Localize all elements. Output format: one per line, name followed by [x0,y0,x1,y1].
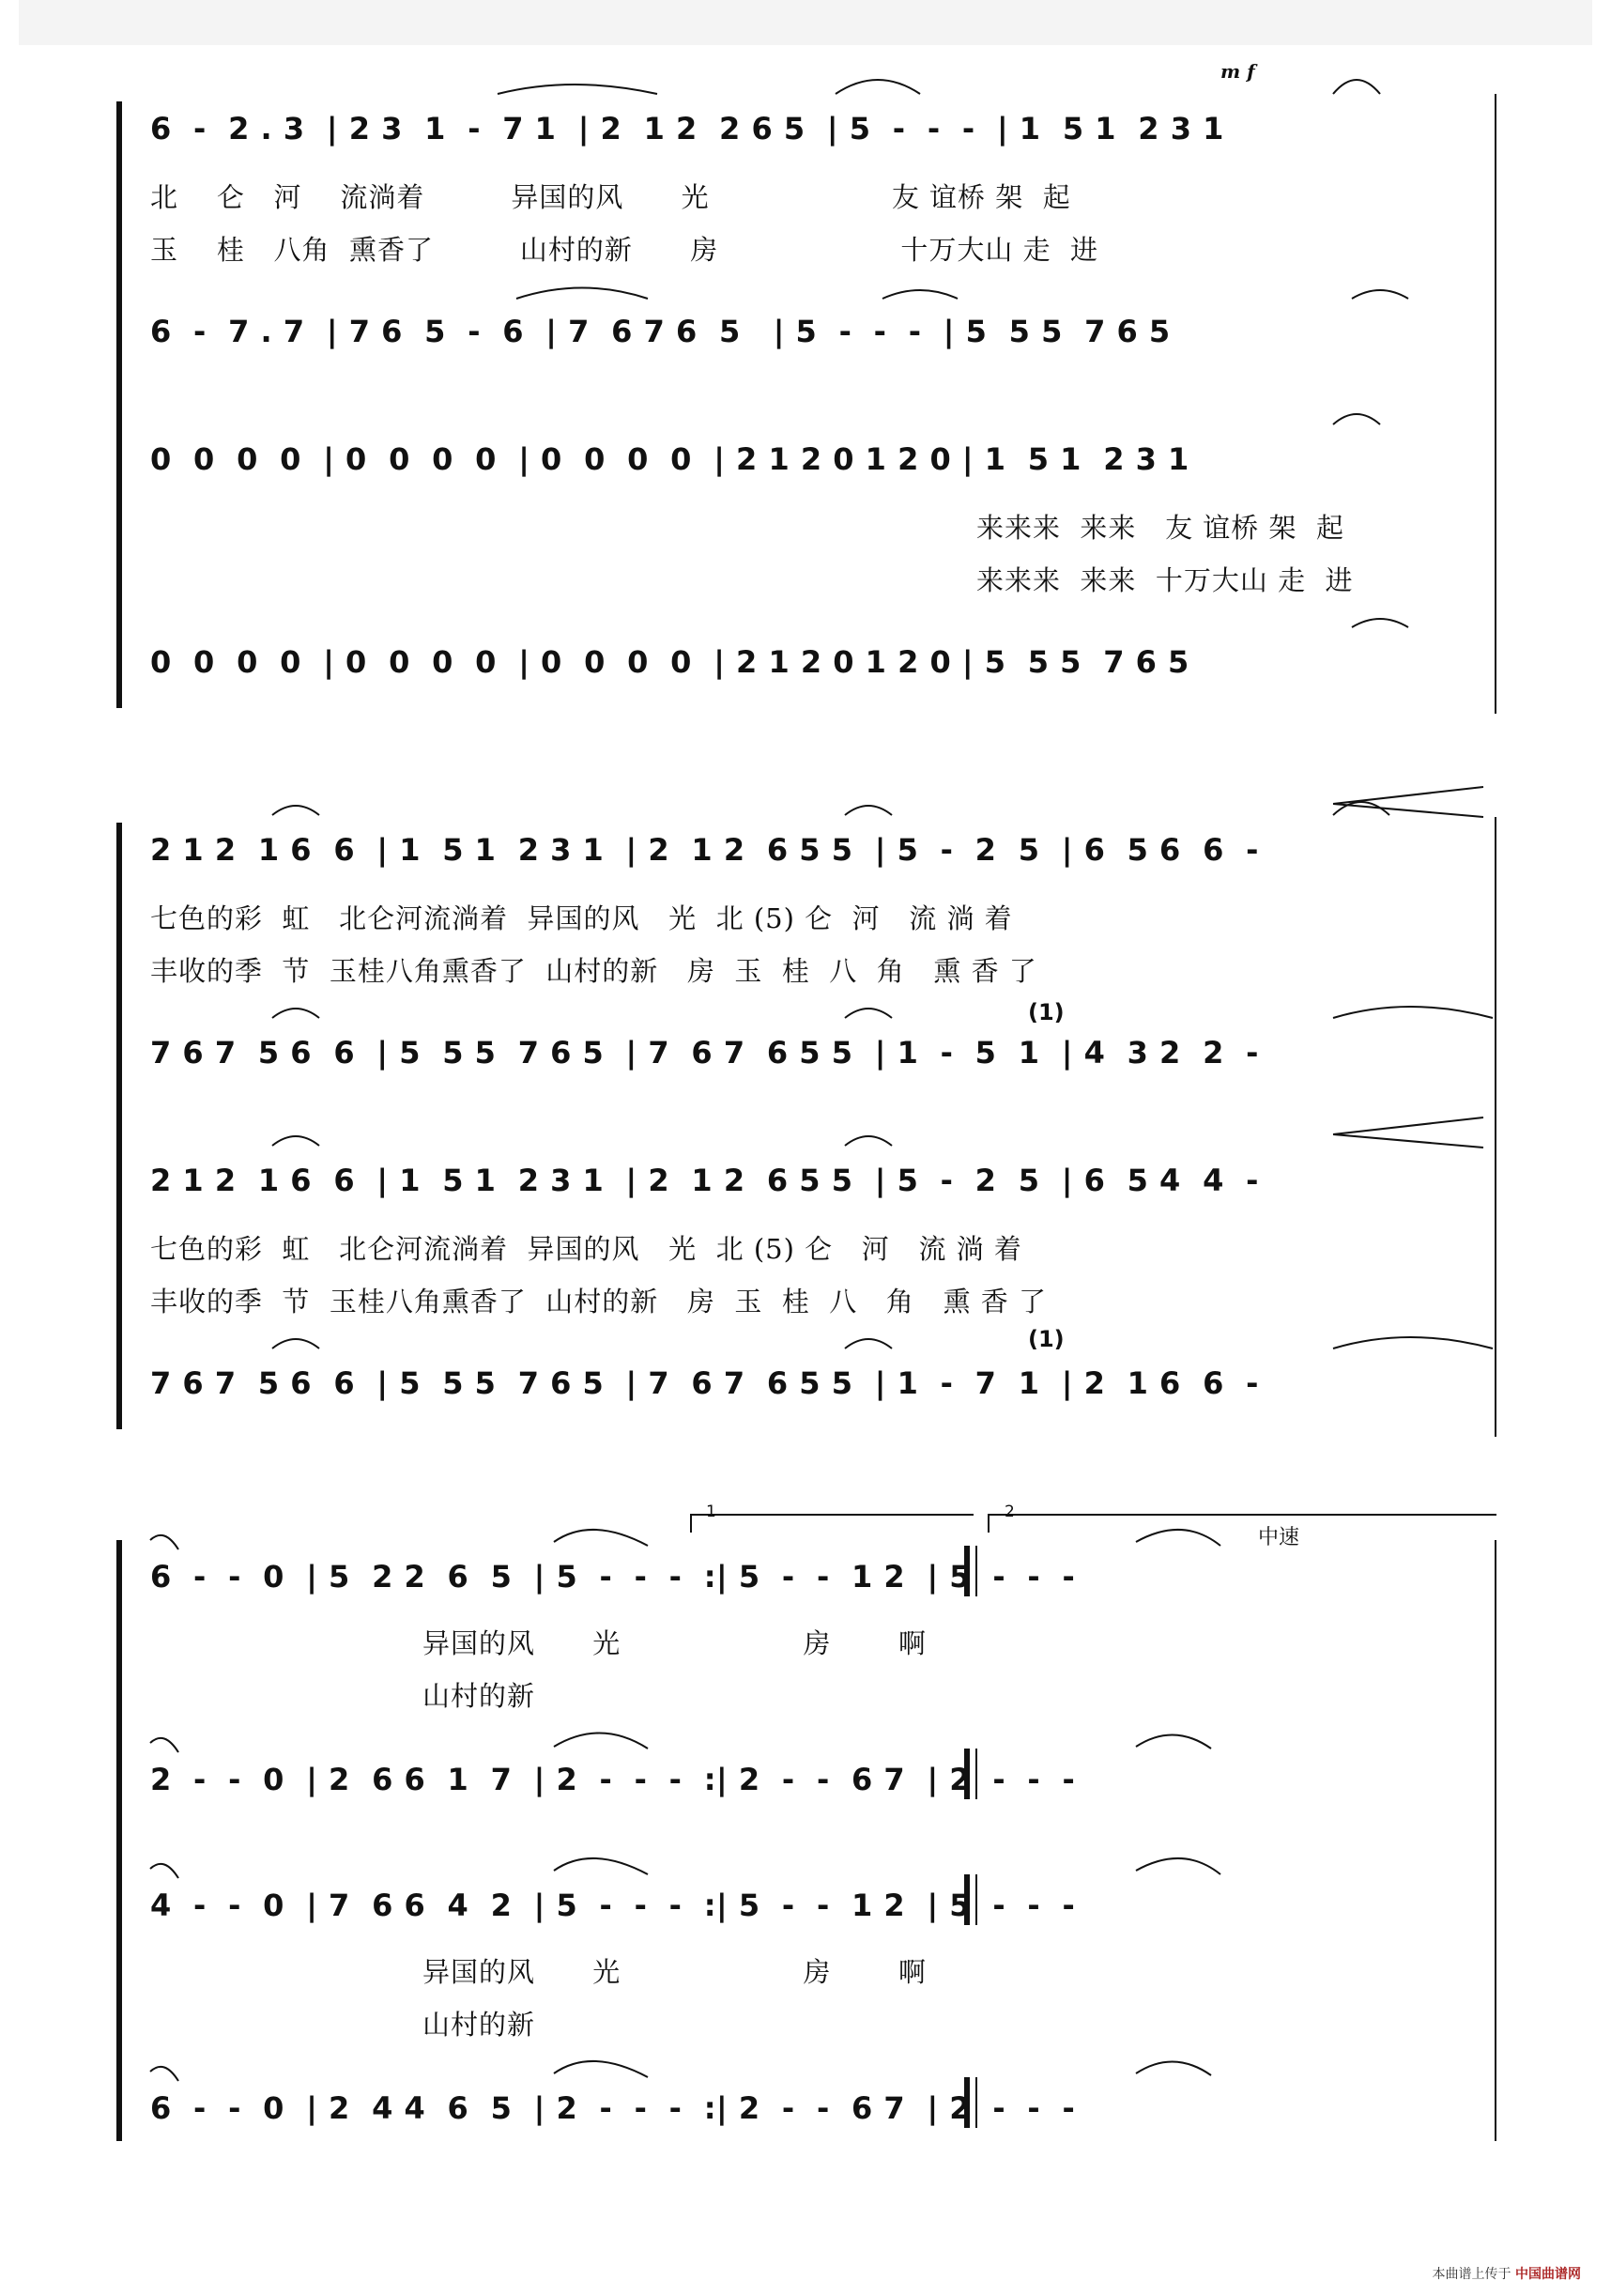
lyrics-verse-2: 来来来 来来 十万大山 走 进 [976,564,1354,596]
footer-site-name[interactable]: 中国曲谱网 [1515,2267,1581,2282]
staff-row-4: 7 6 7 5 6 6 | 5 5 5 7 6 5 | 7 6 7 6 5 5 | 1 - 7 1 | 2 1 6 6 - [150,1365,1259,1401]
staff-row-2: 6 - 7 . 7 | 7 6 5 - 6 | 7 6 7 6 5 | 5 - - - | 5 5 5 7 6 5 [150,314,1171,349]
lyrics-verse-2: 山村的新 [422,1680,536,1712]
lyrics-verse-2: 丰收的季 节 玉桂八角熏香了 山村的新 房 玉 桂 八 角 熏 香 了 [150,955,1037,987]
dynamic-mark: m f [1220,60,1255,83]
lyrics-verse-1: 七色的彩 虹 北仑河流淌着 异国的风 光 北 (5) 仑 河 流 淌 着 [150,902,1013,934]
staff-row-1: 2 1 2 1 6 6 | 1 5 1 2 3 1 | 2 1 2 6 5 5 | 5 - 2 5 | 6 5 6 6 - [150,832,1259,868]
system-bracket [116,101,130,708]
final-barline [1495,94,1496,714]
system-bracket [116,823,130,1429]
staff-row-3: 2 1 2 1 6 6 | 1 5 1 2 3 1 | 2 1 2 6 5 5 | 5 - 2 5 | 6 5 4 4 - [150,1163,1259,1198]
staff-row-3: 4 - - 0 | 7 6 6 4 2 | 5 - - - :| 5 - - 1 2 | 5 - - - [150,1888,1076,1923]
volta-number-1: 1 [706,1502,716,1521]
footer-prefix: 本曲谱上传于 [1432,2267,1511,2282]
staff-row-4: 0 0 0 0 | 0 0 0 0 | 0 0 0 0 | 2 1 2 0 1 2 0 | 5 5 5 7 6 5 [150,644,1189,680]
tempo-marking: 中速 [1258,1526,1300,1549]
staff-row-2: 7 6 7 5 6 6 | 5 5 5 7 6 5 | 7 6 7 6 5 5 | 1 - 5 1 | 4 3 2 2 - [150,1035,1259,1071]
staff-row-3: 0 0 0 0 | 0 0 0 0 | 0 0 0 0 | 2 1 2 0 1 2 0 | 1 5 1 2 3 1 [150,441,1189,477]
lyrics-verse-2: 玉 桂 八角 熏香了 山村的新 房 十万大山 走 进 [150,234,1099,266]
top-margin-band [19,0,1592,45]
lyrics-verse-1: 异国的风 光 房 啊 [422,1627,927,1659]
staff-row-4: 6 - - 0 | 2 4 4 6 5 | 2 - - - :| 2 - - 6 7 | 2 - - - [150,2090,1076,2126]
system-bracket [116,1540,130,2141]
site-footer [1433,2264,1581,2283]
volta-bracket-1 [690,1514,974,1533]
final-barline [1495,817,1496,1437]
paren-note-1: (1) [1028,999,1065,1025]
lyrics-verse-2: 山村的新 [422,2009,536,2041]
lyrics-verse-1: 北 仑 河 流淌着 异国的风 光 友 谊桥 架 起 [150,181,1071,213]
staff-row-1: 6 - - 0 | 5 2 2 6 5 | 5 - - - :| 5 - - 1 2 | 5 - - - [150,1559,1076,1595]
staff-row-1: 6 - 2 . 3 | 2 3 1 - 7 1 | 2 1 2 2 6 5 | 5 - - - | 1 5 1 2 3 1 [150,111,1224,146]
final-barline [1495,1540,1496,2141]
staff-row-2: 2 - - 0 | 2 6 6 1 7 | 2 - - - :| 2 - - 6 7 | 2 - - - [150,1762,1076,1797]
lyrics-verse-1: 异国的风 光 房 啊 [422,1956,927,1988]
lyrics-verse-1: 来来来 来来 友 谊桥 架 起 [976,512,1344,544]
lyrics-verse-2: 丰收的季 节 玉桂八角熏香了 山村的新 房 玉 桂 八 角 熏 香 了 [150,1286,1048,1318]
paren-note-1: (1) [1028,1326,1065,1352]
volta-number-2: 2 [1005,1502,1015,1521]
lyrics-verse-1: 七色的彩 虹 北仑河流淌着 异国的风 光 北 (5) 仑 河 流 淌 着 [150,1233,1022,1265]
volta-bracket-2 [988,1514,1496,1533]
